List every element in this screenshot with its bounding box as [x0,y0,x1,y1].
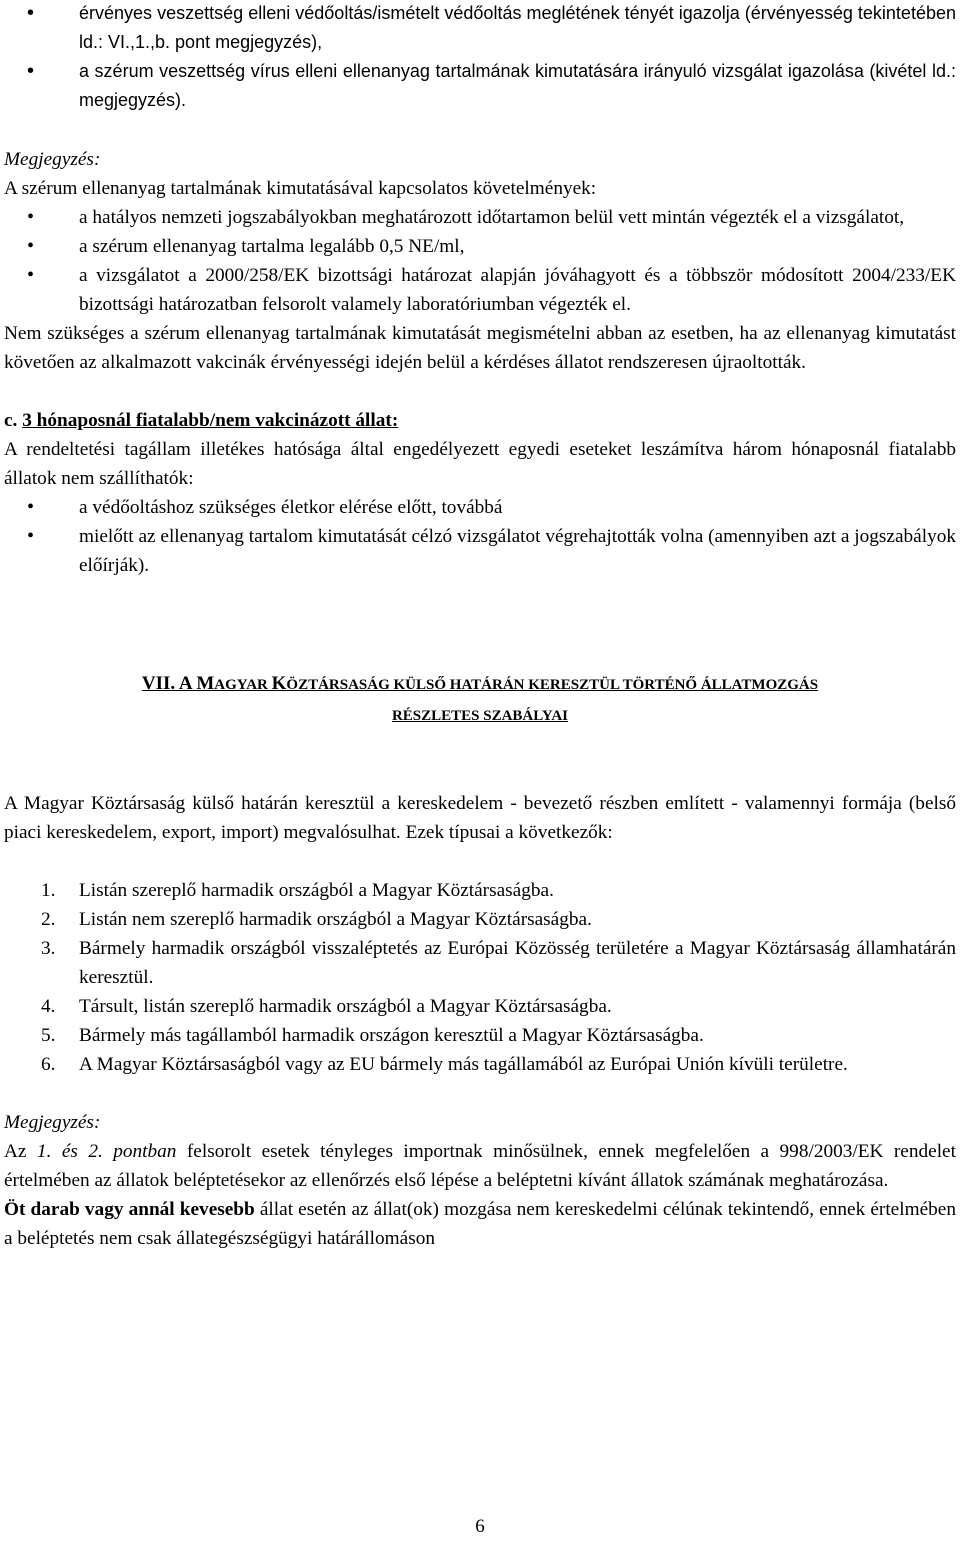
section-vii-title-line2 [4,700,956,731]
list-item: • érvényes veszettség elleni védőoltás/ismételt védőoltás meglétének tényét igazolja (érvényesség tekintetében ld.: VI.,1.,b. pont megjegyzés), [4,0,956,57]
item-number: 1. [41,880,56,901]
text-span [51,1141,61,1162]
list-item [4,992,956,1021]
title-part: ÖZTÁRSASÁG KÜLSŐ HATÁRÁN KERESZTÜL TÖRTÉNŐ ÁLLATMOZGÁS [286,677,819,693]
list-item [4,1021,956,1050]
section-vii-title-line1 [179,673,818,694]
note-paragraph [4,1137,956,1195]
title-part: RÉSZLETES SZABÁLYAI [391,708,569,724]
note-paragraph [4,1195,956,1253]
page-number: 6 [475,1516,485,1537]
bold-text: Öt darab vagy annál kevesebb [4,1199,255,1220]
list-item: • a vizsgálatot a 2000/258/EK bizottsági határozat alapján jóváhagyott és a többször módosított 2004/233/EK bizottsági határozatban felsorolt valamely laboratóriumban végezték el. [4,261,956,319]
section-vii-intro: A Magyar Köztársaság külső határán keresztül a kereskedelem - bevezető részben említett - valamennyi formája (belső piaci kereskedelem, export, import) megvalósulhat. Ezek típusai a következők: [4,793,956,843]
list-item [4,934,956,992]
text-span: állat esetén az állat(ok) mozgása nem kereskedelmi célúnak tekintendő, ennek értelmében a beléptetés nem csak állategészségügyi határállomáson [4,1199,956,1249]
text-span [78,1141,88,1162]
text-span: 1. [36,1141,52,1162]
section-vii-number: VII. [141,673,176,694]
item-text: Bármely más tagállamból harmadik országon keresztül a Magyar Köztársaságba. [79,1025,704,1046]
text-span: Az [4,1141,37,1162]
section-c-heading [4,406,956,435]
note-intro: A szérum ellenanyag tartalmának kimutatásával kapcsolatos követelmények: [4,178,597,199]
text-span: 2. [88,1141,103,1162]
list-item [4,905,956,934]
section-c-list [4,493,956,580]
section-c-intro: A rendeltetési tagállam illetékes hatósága által engedélyezett egyedi eseteket leszámítva három hónaposnál fiatalabb állatok nem szállíthatók: [4,439,956,489]
item-text: A Magyar Köztársaságból vagy az EU bármely más tagállamából az Európai Unión kívüli területre. [79,1054,848,1075]
section-c-title: 3 hónaposnál fiatalabb/nem vakcinázott állat: [22,410,399,431]
item-text: Listán nem szereplő harmadik országból a Magyar Köztársaságba. [79,909,592,930]
title-part: AGYAR [214,677,272,693]
list-item [4,876,956,905]
text-span: pontban [113,1141,177,1162]
title-part: K [271,673,287,694]
list-item [4,1050,956,1079]
list-item: • a hatályos nemzeti jogszabályokban meghatározott időtartamon belül vett mintán végezték el a vizsgálatot, [4,203,956,232]
section-vii-title [4,669,956,700]
item-number: 4. [41,996,56,1017]
text-span: felsorolt esetek tényleges importnak minősülnek, ennek megfelelően a 998/2003/EK rendelet értelmében az állatok beléptetésekor az ellenőrzés első lépése a beléptetni kívánt állatok számának meghatározása. [4,1141,956,1191]
section-c-prefix: c. [4,410,18,431]
text-span: és [61,1141,78,1162]
list-item: • a szérum veszettség vírus elleni ellenanyag tartalmának kimutatására irányuló vizsgálat igazolása (kivétel ld.: megjegyzés). [4,57,956,115]
list-item: • a szérum ellenanyag tartalma legalább 0,5 NE/ml, [4,232,956,261]
item-number: 6. [41,1054,56,1075]
requirements-list [4,203,956,319]
title-part: A [178,673,197,694]
note-label: Megjegyzés: [4,1112,101,1133]
title-part: M [196,673,215,694]
list-item: • mielőtt az ellenanyag tartalom kimutatását célzó vizsgálatot végrehajtották volna (amennyiben azt a jogszabályok előírják). [4,522,956,580]
item-number: 5. [41,1025,56,1046]
list-item: • a védőoltáshoz szükséges életkor elérése előtt, továbbá [4,493,956,522]
top-bullet-list [4,0,956,115]
item-number: 2. [41,909,56,930]
item-text: Társult, listán szereplő harmadik országból a Magyar Köztársaságba. [79,996,612,1017]
document-page [4,0,956,1253]
movement-types-list [4,876,956,1079]
item-text: Listán szereplő harmadik országból a Magyar Köztársaságba. [79,880,554,901]
note-label: Megjegyzés: [4,149,101,170]
item-text: Bármely harmadik országból visszaléptetés az Európai Közösség területére a Magyar Köztársaság államhatárán keresztül. [79,938,956,988]
item-number: 3. [41,938,56,959]
text-span [103,1141,113,1162]
note-paragraph: Nem szükséges a szérum ellenanyag tartalmának kimutatását megismételni abban az esetben, ha az ellenanyag kimutatást követően az alkalmazott vakcinák érvényességi idején belül a kérdéses állatot rendszeresen újraoltották. [4,323,956,373]
